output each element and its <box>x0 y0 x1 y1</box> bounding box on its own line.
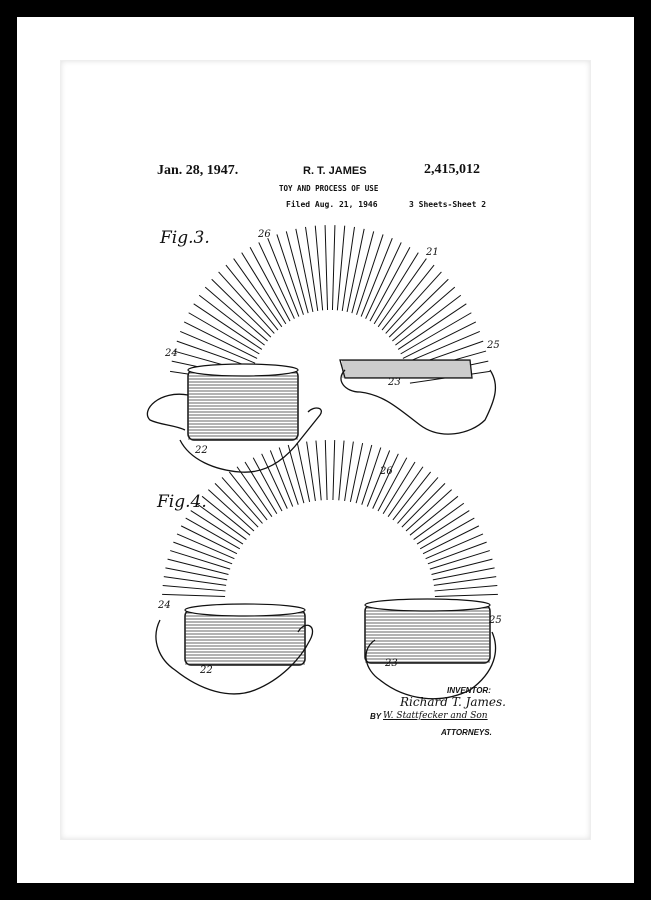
spring-coil <box>325 225 327 310</box>
ref-numeral: 26 <box>380 466 393 477</box>
spring-coil <box>212 279 271 337</box>
spring-coil <box>315 226 322 311</box>
inventor-signature: Richard T. James. <box>400 695 506 709</box>
spring-coil <box>186 518 240 549</box>
spring-coil <box>237 467 272 517</box>
ref-numeral: 25 <box>489 615 502 626</box>
spring-coil <box>389 279 448 337</box>
spring-coil <box>393 472 431 520</box>
spring-coil <box>325 440 327 500</box>
spring-coil <box>397 477 437 523</box>
spring-coil <box>435 594 498 596</box>
left-coil-stack <box>185 610 305 665</box>
ref-numeral: 21 <box>426 247 439 258</box>
spring-coil <box>226 265 278 330</box>
spring-coil <box>366 242 402 318</box>
spring-coil <box>229 472 267 520</box>
stack-top <box>185 604 305 616</box>
spring-coil <box>208 490 254 531</box>
spring-coil <box>388 467 423 517</box>
by-label: BY <box>370 712 382 721</box>
sheet-count: 3 Sheets-Sheet 2 <box>409 200 487 209</box>
spring-coil <box>191 511 243 545</box>
ref-numeral: 24 <box>158 600 171 611</box>
spring-coil <box>339 441 344 501</box>
spring-coil <box>288 445 304 503</box>
spring-coil <box>417 511 469 545</box>
spring-coil <box>386 272 442 334</box>
ref-numeral: 22 <box>200 665 213 676</box>
ref-numeral: 22 <box>195 445 208 456</box>
ref-numeral: 24 <box>165 348 178 359</box>
inventor-label: INVENTOR: <box>447 686 491 695</box>
ref-numeral: 25 <box>487 340 500 351</box>
spring-coil <box>405 331 480 363</box>
spring-coil <box>259 242 295 318</box>
patent-date: Jan. 28, 1947. <box>157 163 239 178</box>
spring-coil <box>180 331 255 363</box>
fig4-label: Fig.4. <box>157 492 207 512</box>
ref-numeral: 23 <box>388 377 401 388</box>
spring-coil <box>432 559 493 574</box>
spring-coil <box>268 238 299 316</box>
spring-coil <box>184 322 257 359</box>
filed-date: Filed Aug. 21, 1946 <box>286 200 378 209</box>
spring-coil <box>215 483 258 527</box>
spring-coil <box>435 585 498 590</box>
spring-coil <box>333 440 335 500</box>
inventor-name: R. T. JAMES <box>303 165 367 177</box>
spring-coil <box>414 503 464 539</box>
fig3-label: Fig.3. <box>160 228 210 248</box>
spring-coil <box>374 253 418 324</box>
spring-coil <box>356 445 372 503</box>
stack-top <box>365 599 490 611</box>
spring-coil <box>306 227 318 311</box>
spring-coil <box>168 559 229 574</box>
spring-coil <box>420 518 474 549</box>
spring-coil <box>242 253 286 324</box>
spring-coil <box>162 594 225 596</box>
spring-coil <box>342 227 354 311</box>
patent-number: 2,415,012 <box>424 162 480 177</box>
hand-outline <box>341 370 495 434</box>
spring-coil <box>202 496 250 535</box>
ref-numeral: 26 <box>258 229 271 240</box>
left-coil-stack <box>188 370 298 440</box>
spring-coil <box>316 441 321 501</box>
spring-coil <box>361 238 392 316</box>
attorneys-label: ATTORNEYS. <box>441 728 492 737</box>
ref-numeral: 23 <box>385 658 398 669</box>
spring-coil <box>222 477 262 523</box>
spring-coil <box>403 322 476 359</box>
spring-coil <box>382 265 434 330</box>
spring-coil <box>337 226 344 311</box>
spring-coil <box>332 225 334 310</box>
attorney-signature: W. Stattfecker and Son <box>383 711 488 721</box>
patent-title: TOY AND PROCESS OF USE <box>279 184 379 193</box>
spring-coil <box>406 490 452 531</box>
stack-top <box>188 364 298 376</box>
spring-coil <box>163 585 226 590</box>
spring-coil <box>402 483 445 527</box>
spring-coil <box>410 496 458 535</box>
spring-coil <box>219 272 275 334</box>
